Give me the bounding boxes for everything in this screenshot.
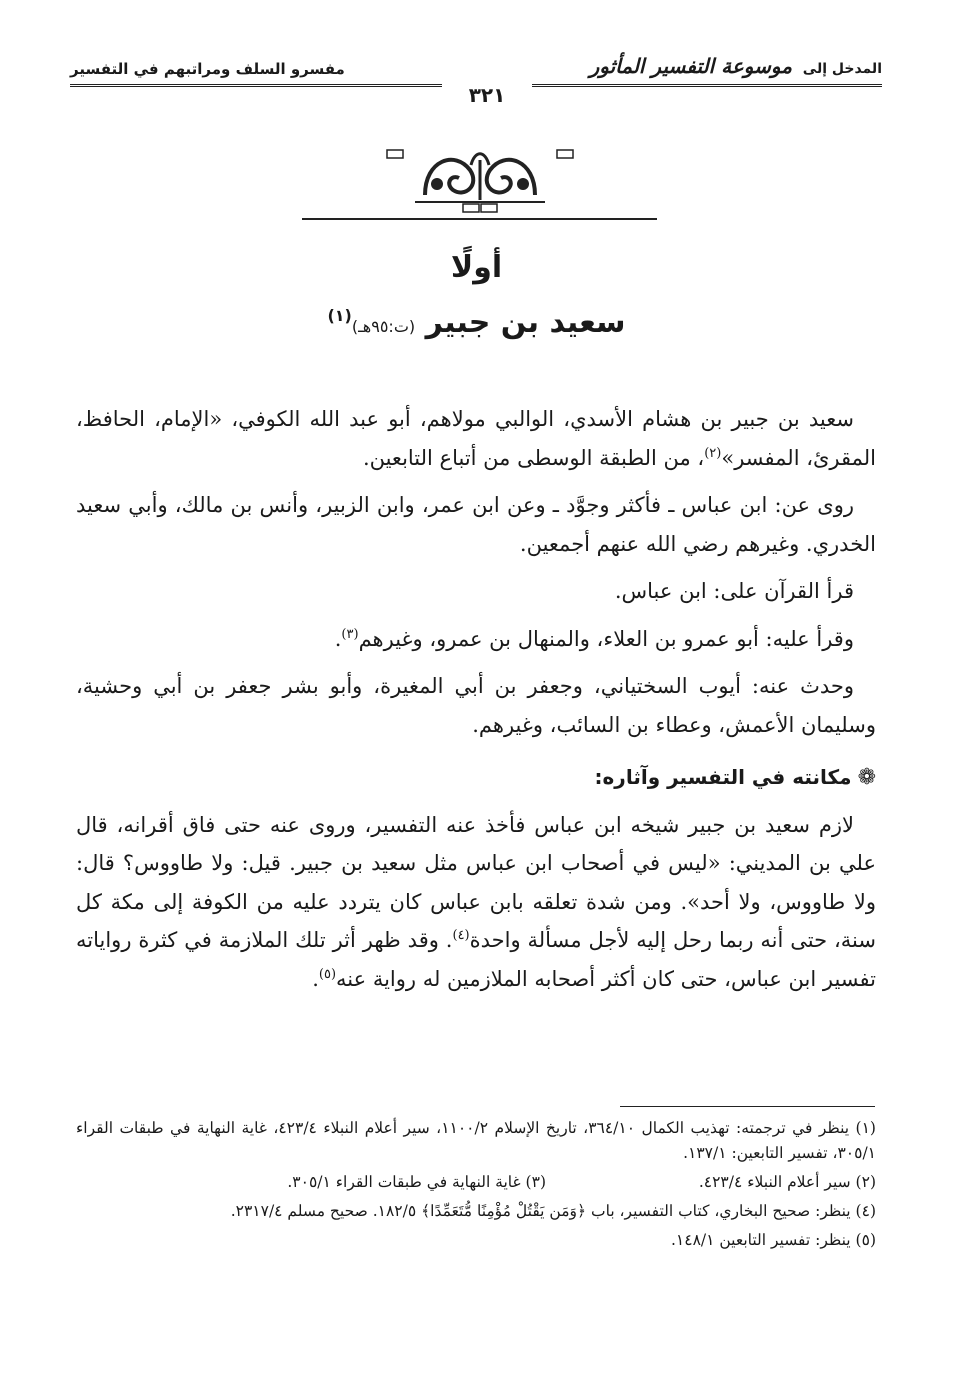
footnote-ref-4[interactable]: (٤) <box>452 928 470 943</box>
footnotes <box>76 1116 876 1257</box>
text-span: ، من الطبقة الوسطى من أتباع التابعين. <box>362 445 705 470</box>
text-span: لازم سعيد بن جبير شيخه ابن عباس فأخذ عنه التفسير، وروى عنه حتى فاق أقرانه، قال علي بن المديني: «ليس في أصحاب ابن عباس مثل سعيد بن جبير. قيل: ولا طاووس؟ قال: ولا طاووس، ولا أحد». ومن شدة تعلقه بابن عباس كان يتردد عليه من الكوفة إلى مكة كل سنة، حتى أنه ربما رحل إليه لأجل مسألة واحدة <box>76 812 876 952</box>
section-ordinal: أولًا <box>450 250 503 285</box>
paragraph-intro <box>76 400 876 477</box>
paragraph-narrators: وحدث عنه: أيوب السختياني، وجعفر بن أبي المغيرة، وأبو بشر جعفر بن أبي وحشية، وسليمان الأعمش، وعطاء بن السائب، وغيرهم. <box>76 674 876 737</box>
main-text <box>76 400 876 1007</box>
scholar-name: سعيد بن جبير <box>425 305 626 340</box>
footnote-1: (١) ينظر في ترجمته: تهذيب الكمال ٣٦٤/١٠، تاريخ الإسلام ١١٠٠/٢، سير أعلام النبلاء ٤٢٣/٤، غاية النهاية في طبقات القراء ٣٠٥/١، تفسير التابعين: ١٣٧/١. <box>76 1119 876 1162</box>
chapter-title: مفسرو السلف ومراتبهم في التفسير <box>70 60 345 78</box>
decorative-ornament-icon <box>385 140 585 218</box>
series-title <box>590 54 882 78</box>
footnote-row-2-3 <box>76 1170 876 1195</box>
footnote-ref-1[interactable]: (١) <box>327 306 352 325</box>
paragraph-students-reading <box>76 620 876 659</box>
biography-title <box>0 305 953 340</box>
paragraph-narrated-from: روى عن: ابن عباس ـ فأكثر وجوَّد ـ وعن ابن عمر، وابن الزبير، وأنس بن مالك، وأبي سعيد الخدري. وغيرهم رضي الله عنهم أجمعين. <box>76 493 876 556</box>
text-span: سعيد بن جبير بن هشام الأسدي، الوالبي مولاهم، أبو عبد الله الكوفي، «الإمام، الحافظ، المقرئ، المفسر» <box>76 407 876 470</box>
footnote-2: (٢) سير أعلام النبلاء ٤٢٣/٤. <box>698 1173 876 1191</box>
section-heading-text: مكانته في التفسير وآثاره: <box>594 765 852 789</box>
text-span: . <box>334 626 342 651</box>
flower-bullet-icon: ❁ <box>857 765 876 790</box>
footnote-5: (٥) ينظر: تفسير التابعين ١٤٨/١. <box>670 1231 876 1249</box>
paragraph-read-quran: قرأ القرآن على: ابن عباس. <box>614 579 854 603</box>
paragraph-tafsir-status <box>76 806 876 999</box>
footnote-ref-2[interactable]: (٢) <box>704 445 722 461</box>
series-prefix: المدخل إلى <box>802 61 882 77</box>
footnote-4: (٤) ينظر: صحيح البخاري، كتاب التفسير، باب ﴿وَمَن يَقْتُلْ مُؤْمِنًا مُّتَعَمِّدًا﴾ ١٨٢/٥. صحيح مسلم ٢٣١٧/٤. <box>230 1202 876 1220</box>
page-number: ٣٢١ <box>442 82 532 108</box>
death-date: (ت:٩٥هـ) <box>351 317 416 336</box>
footnote-divider <box>620 1106 875 1107</box>
series-name: موسوعة التفسير المأثور <box>589 54 792 78</box>
text-span: . <box>312 966 319 991</box>
running-header <box>70 54 882 107</box>
footnote-ref-3[interactable]: (٣) <box>341 626 359 642</box>
section-heading <box>76 758 876 798</box>
text-span: وقرأ عليه: أبو عمرو بن العلاء، والمنهال بن عمرو، وغيرهم <box>358 626 854 651</box>
footnote-3: (٣) غاية النهاية في طبقات القراء ٣٠٥/١. <box>287 1173 546 1191</box>
text-span: . وقد ظهر أثر تلك الملازمة في كثرة رواياته تفسير ابن عباس، حتى كان أكثر أصحابه الملازمين له رواية عنه <box>76 928 876 991</box>
title-divider <box>302 218 657 220</box>
footnote-ref-5[interactable]: (٥) <box>318 966 337 982</box>
